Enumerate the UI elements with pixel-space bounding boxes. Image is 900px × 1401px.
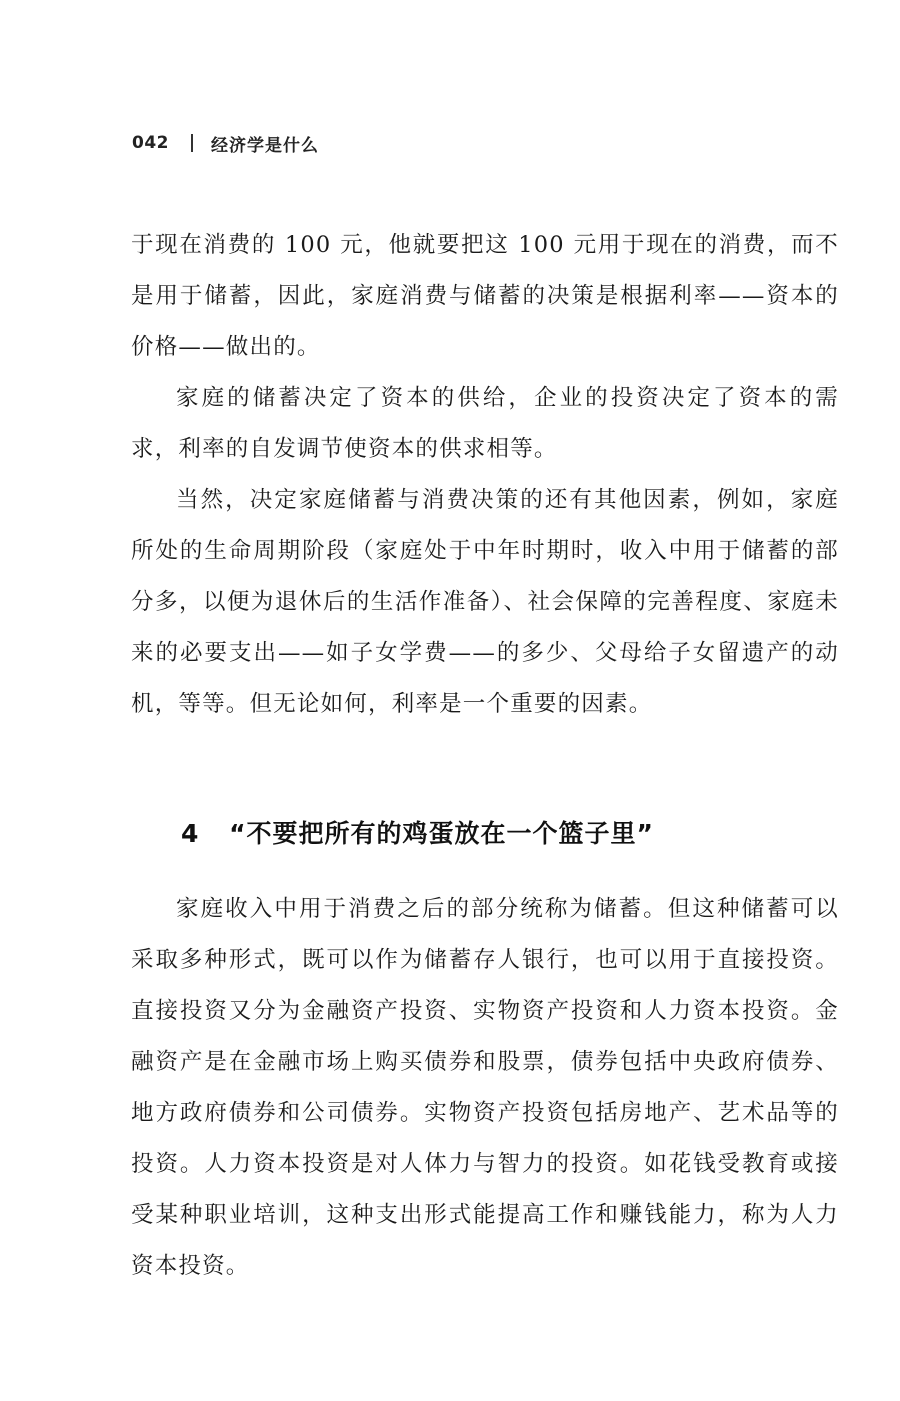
page-number: 042 xyxy=(132,133,169,153)
paragraph: 家庭收入中用于消费之后的部分统称为储蓄。但这种储蓄可以采取多种形式，既可以作为储蓄存人银行，也可以用于直接投资。直接投资又分为金融资产投资、实物资产投资和人力资本投资。金融资产是在金融市场上购买债券和股票，债券包括中央政府债券、地方政府债券和公司债券。实物资产投资包括房地产、艺术品等的投资。人力资本投资是对人体力与智力的投资。如花钱受教育或接受某种职业培训，这种支出形式能提高工作和赚钱能力，称为人力资本投资。 xyxy=(131,896,839,1279)
running-header xyxy=(132,128,319,158)
section-heading xyxy=(181,814,654,850)
paragraph: 当然，决定家庭储蓄与消费决策的还有其他因素，例如，家庭所处的生命周期阶段（家庭处于中年时期时，收入中用于储蓄的部分多，以便为退休后的生活作准备）、社会保障的完善程度、家庭未来的必要支出——如子女学费——的多少、父母给子女留遗产的动机，等等。但无论如何，利率是一个重要的因素。 xyxy=(131,487,839,717)
text-block-before-section xyxy=(131,220,839,730)
section-number: 4 xyxy=(181,819,200,848)
section-title: “不要把所有的鸡蛋放在一个篮子里” xyxy=(229,819,654,848)
header-divider xyxy=(191,134,193,152)
paragraph: 家庭的储蓄决定了资本的供给，企业的投资决定了资本的需求，利率的自发调节使资本的供求相等。 xyxy=(131,385,839,462)
paragraph-continued: 于现在消费的 100 元，他就要把这 100 元用于现在的消费，而不是用于储蓄，因此，家庭消费与储蓄的决策是根据利率——资本的价格——做出的。 xyxy=(131,232,839,360)
text-block-after-section xyxy=(131,884,839,1292)
book-title: 经济学是什么 xyxy=(211,135,319,156)
